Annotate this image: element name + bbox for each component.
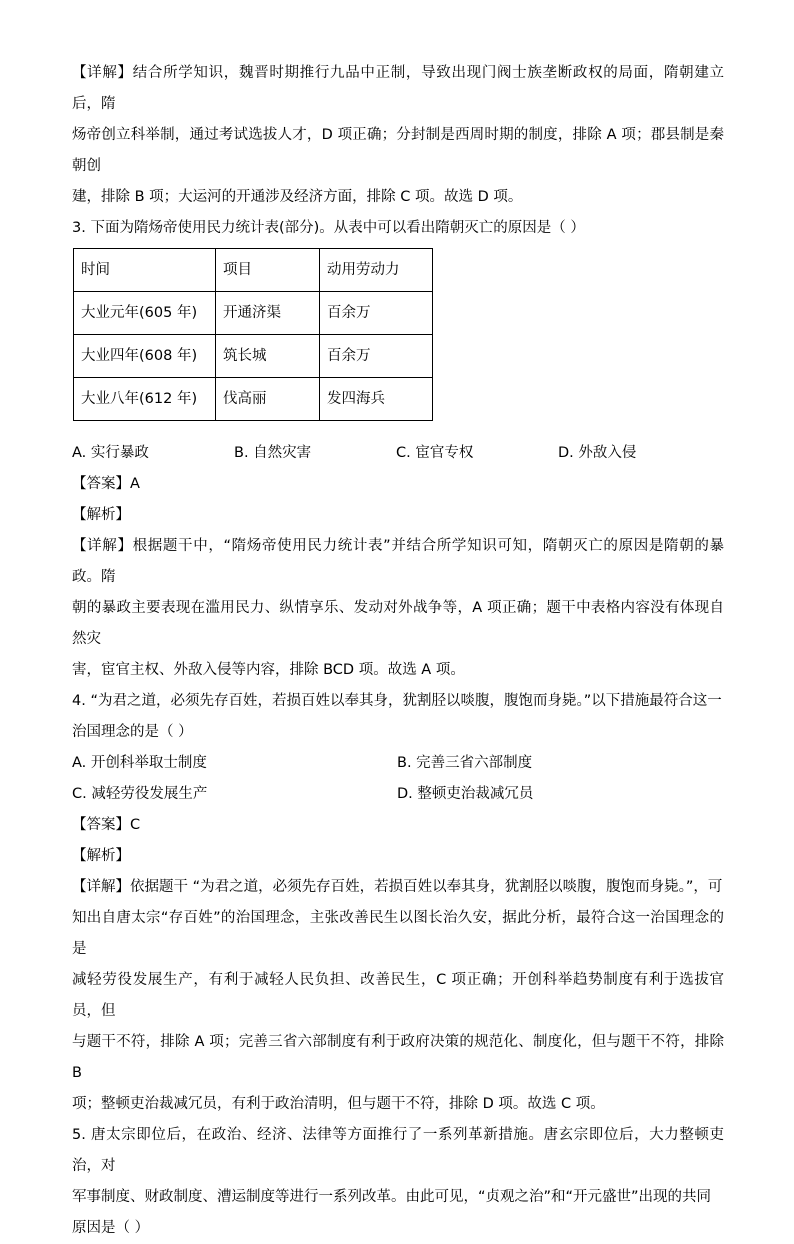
table-cell: 筑长城 xyxy=(216,335,320,378)
option-c: C. 减轻劳役发展生产 xyxy=(72,786,208,802)
table-cell: 百余万 xyxy=(320,292,433,335)
q4-stem-line: 4. “为君之道，必须先存百姓，若损百姓以奉其身，犹割胫以啖腹，腹饱而身毙。”以下措施最符合这一 xyxy=(72,693,722,709)
exam-page xyxy=(72,58,724,1244)
option-c: C. 宦官专权 xyxy=(396,445,474,461)
q5-stem-line: 军事制度、财政制度、漕运制度等进行一系列改革。由此可见，“贞观之治”和“开元盛世”出现的共同 xyxy=(72,1189,712,1205)
q3-analysis-label: 【解析】 xyxy=(72,507,130,523)
table-cell: 大业八年(612 年) xyxy=(74,378,216,421)
explanation-line: 【详解】结合所学知识，魏晋时期推行九品中正制，导致出现门阀士族垄断政权的局面，隋朝建立后，隋 xyxy=(72,65,724,112)
q4-options-row xyxy=(72,748,724,779)
q5-stem-line: 5. 唐太宗即位后，在政治、经济、法律等方面推行了一系列革新措施。唐玄宗即位后，大力整顿吏治，对 xyxy=(72,1127,724,1174)
q4-answer: 【答案】C xyxy=(72,817,141,833)
table-cell: 大业元年(605 年) xyxy=(74,292,216,335)
option-b: B. 自然灾害 xyxy=(234,445,312,461)
q4-options-row xyxy=(72,779,724,810)
explanation-line: 建，排除 B 项；大运河的开通涉及经济方面，排除 C 项。故选 D 项。 xyxy=(72,189,523,205)
table-cell: 开通济渠 xyxy=(216,292,320,335)
q5-stem-line: 原因是（ ） xyxy=(72,1220,150,1236)
option-a: A. 开创科举取士制度 xyxy=(72,755,207,771)
question-4 xyxy=(72,686,724,1120)
q3-options xyxy=(72,438,724,469)
table-header-cell: 时间 xyxy=(74,249,216,292)
q2-explanation xyxy=(72,58,724,213)
q4-analysis-label: 【解析】 xyxy=(72,848,130,864)
table-header-cell: 动用劳动力 xyxy=(320,249,433,292)
q3-table xyxy=(73,248,433,421)
explanation-line: 知出自唐太宗“存百姓”的治国理念，主张改善民生以图长治久安，据此分析，最符合这一治国理念的是 xyxy=(72,910,724,957)
explanation-line: 【详解】依据题干 “为君之道，必须先存百姓，若损百姓以奉其身，犹割胫以啖腹，腹饱而身毙。”，可 xyxy=(72,879,723,895)
explanation-line: 害，宦官主权、外敌入侵等内容，排除 BCD 项。故选 A 项。 xyxy=(72,662,465,678)
explanation-line: 炀帝创立科举制，通过考试选拔人才，D 项正确；分封制是西周时期的制度，排除 A 项；郡县制是秦朝创 xyxy=(72,127,724,174)
explanation-line: 减轻劳役发展生产，有利于减轻人民负担、改善民生，C 项正确；开创科举趋势制度有利于选拔官员，但 xyxy=(72,972,724,1019)
table-cell: 伐高丽 xyxy=(216,378,320,421)
option-d: D. 整顿吏治裁减冗员 xyxy=(397,786,534,802)
explanation-line: 与题干不符，排除 A 项；完善三省六部制度有利于政府决策的规范化、制度化，但与题干不符，排除 B xyxy=(72,1034,724,1081)
option-d: D. 外敌入侵 xyxy=(558,445,637,461)
q4-stem-line: 治国理念的是（ ） xyxy=(72,724,193,740)
explanation-line: 朝的暴政主要表现在滥用民力、纵情享乐、发动对外战争等，A 项正确；题干中表格内容没有体现自然灾 xyxy=(72,600,724,647)
table-cell: 大业四年(608 年) xyxy=(74,335,216,378)
table-row xyxy=(74,292,433,335)
table-cell: 发四海兵 xyxy=(320,378,433,421)
option-b: B. 完善三省六部制度 xyxy=(397,755,533,771)
question-5 xyxy=(72,1120,724,1244)
table-header-cell: 项目 xyxy=(216,249,320,292)
q3-stem: 3. 下面为隋炀帝使用民力统计表(部分)。从表中可以看出隋朝灭亡的原因是（ ） xyxy=(72,220,585,236)
table-cell: 百余万 xyxy=(320,335,433,378)
table-header-row xyxy=(74,249,433,292)
option-a: A. 实行暴政 xyxy=(72,445,149,461)
q3-answer: 【答案】A xyxy=(72,476,140,492)
table-row xyxy=(74,335,433,378)
explanation-line: 项；整顿吏治裁减冗员，有利于政治清明，但与题干不符，排除 D 项。故选 C 项。 xyxy=(72,1096,605,1112)
table-row xyxy=(74,378,433,421)
explanation-line: 【详解】根据题干中，“隋炀帝使用民力统计表”并结合所学知识可知，隋朝灭亡的原因是隋朝的暴政。隋 xyxy=(72,538,724,585)
question-3 xyxy=(72,213,724,686)
